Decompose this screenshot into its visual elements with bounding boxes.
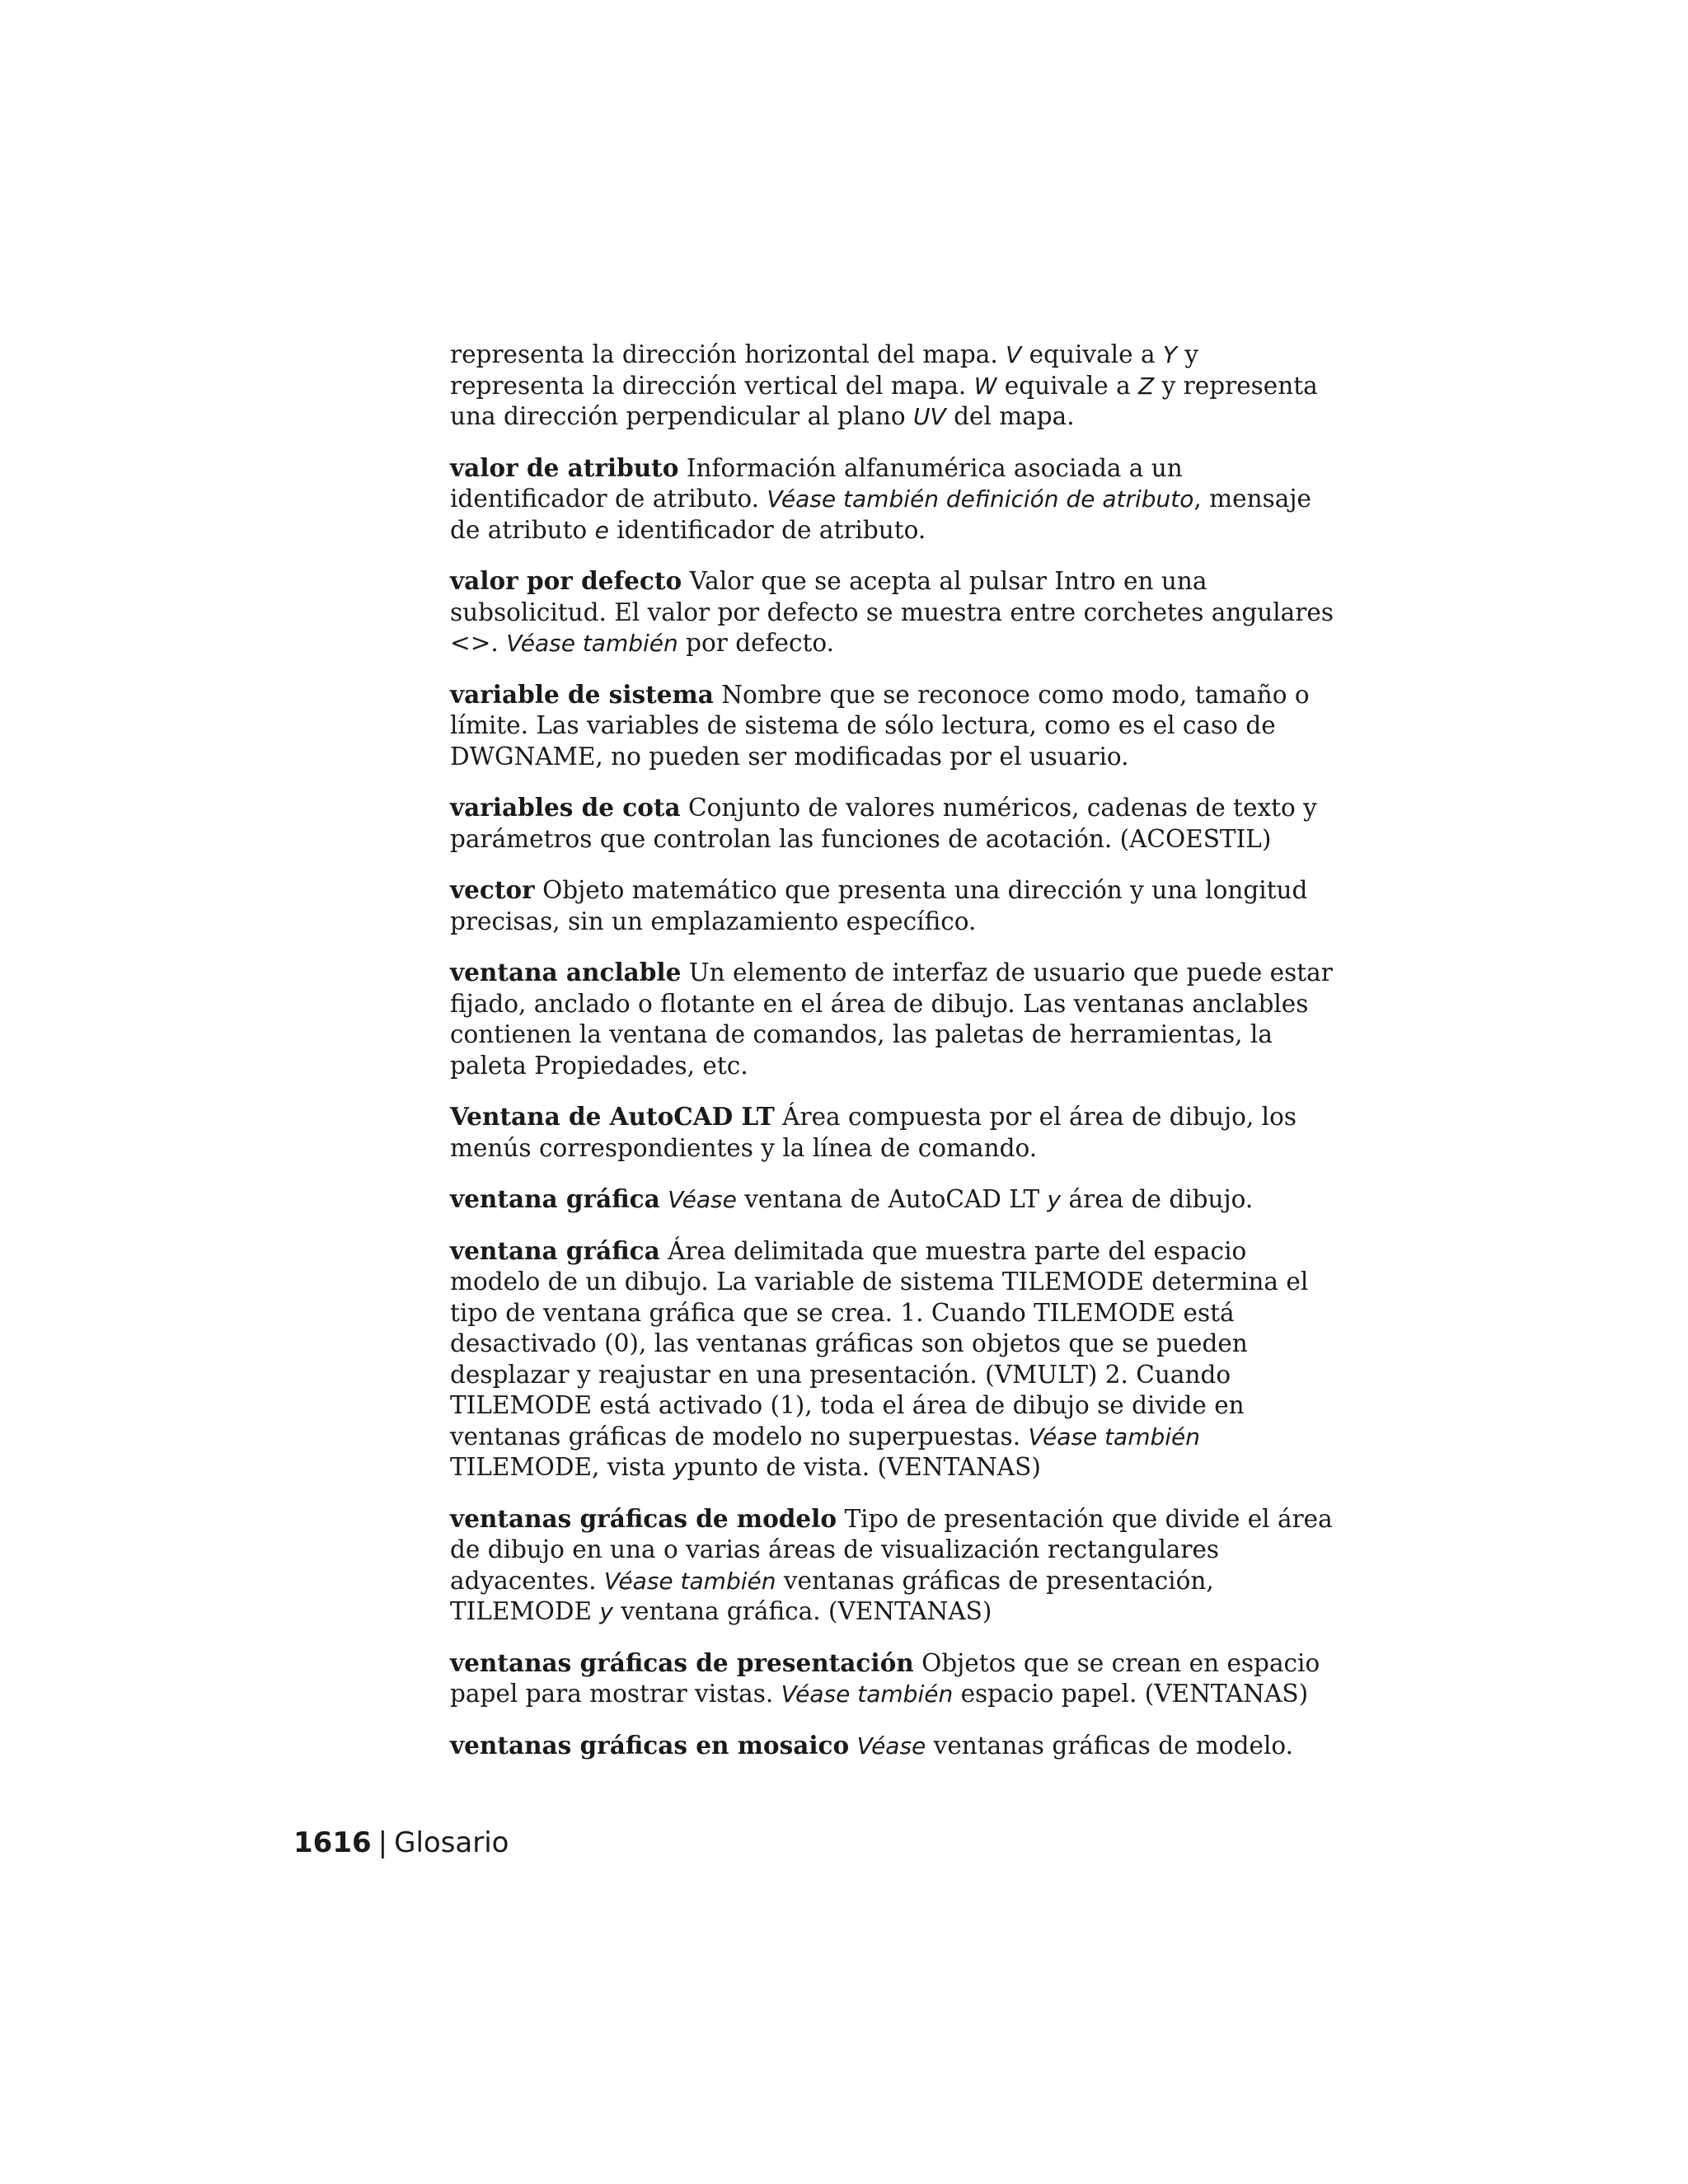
- cross-reference-text: Y: [1162, 341, 1178, 368]
- cross-reference-text: W: [973, 372, 997, 400]
- definition-text: Valor que se acepta al pulsar Intro en una subsolicitud. El valor por defecto se muestra entre corchetes angulares <>.: [450, 567, 1334, 657]
- cross-reference-text: Véase también: [603, 1567, 776, 1595]
- cross-reference-text: Véase también: [781, 1680, 954, 1708]
- glossary-term: ventana gráfica: [450, 1184, 660, 1213]
- definition-text: del mapa.: [945, 402, 1075, 430]
- definition-text: ventanas gráficas de modelo.: [926, 1731, 1294, 1760]
- definition-text: espacio papel. (VENTANAS): [953, 1680, 1309, 1708]
- definition-text: equivale a: [996, 371, 1139, 400]
- definition-text: por defecto.: [678, 629, 834, 657]
- glossary-term: valor de atributo: [450, 452, 679, 482]
- footer-separator: |: [377, 1826, 388, 1859]
- cross-reference-text: UV: [913, 403, 946, 430]
- definition-text: Nombre que se reconoce como modo, tamaño o límite. Las variables de sistema de sólo lectura, como es el caso de DWGNAME, no pueden ser modificadas por el usuario.: [450, 680, 1310, 771]
- definition-text: Objetos que se crean en espacio papel para mostrar vistas.: [450, 1648, 1320, 1708]
- footer-section: Glosario: [394, 1826, 509, 1859]
- definition-text: [849, 1732, 856, 1760]
- glossary-entry: [450, 452, 1340, 546]
- cross-reference-text: V: [1006, 341, 1022, 368]
- definition-text: ventanas gráficas de presentación, TILEMODE: [450, 1566, 1214, 1625]
- glossary-term: ventanas gráficas de modelo: [450, 1503, 837, 1533]
- glossary-term: vector: [450, 875, 535, 904]
- cross-reference-text: Véase también: [506, 630, 678, 657]
- cross-reference-text: Véase también definición de atributo: [767, 485, 1194, 513]
- definition-text: punto de vista. (VENTANAS): [687, 1453, 1041, 1481]
- cross-reference-text: y: [599, 1598, 613, 1625]
- definition-text: [660, 1185, 668, 1213]
- definition-text: TILEMODE, vista: [450, 1453, 673, 1481]
- page-footer: [293, 1826, 509, 1859]
- definition-text: , mensaje de atributo: [450, 485, 1311, 544]
- definition-text: y representa una dirección perpendicular al plano: [450, 371, 1318, 430]
- glossary-entry: [450, 1503, 1340, 1628]
- glossary-term: Ventana de AutoCAD LT: [450, 1102, 775, 1131]
- glossary-entry: [450, 1730, 1340, 1762]
- definition-text: área de dibujo.: [1061, 1185, 1254, 1213]
- glossary-entry: [450, 1235, 1340, 1483]
- definition-text: Conjunto de valores numéricos, cadenas de texto y parámetros que controlan las funciones de acotación. (ACOESTIL): [450, 794, 1317, 853]
- glossary-term: ventanas gráficas de presentación: [450, 1647, 914, 1677]
- definition-text: ventana gráfica. (VENTANAS): [613, 1597, 992, 1625]
- definition-text: Área delimitada que muestra parte del espacio modelo de un dibujo. La variable de sistema TILEMODE determina el tipo de ventana gráfica que se crea. 1. Cuando TILEMODE está desactivado (0), las ventanas gráficas son objetos que se pueden desplazar y reajustar en una presentación. (VMULT) 2. Cuando TILEMODE está activado (1), toda el área de dibujo se divide en ventanas gráficas de modelo no superpuestas.: [450, 1236, 1309, 1451]
- glossary-entry: [450, 1101, 1340, 1164]
- definition-text: equivale a: [1021, 340, 1163, 368]
- cross-reference-text: Véase: [668, 1186, 737, 1213]
- glossary-term: ventana anclable: [450, 958, 682, 987]
- glossary-entry: [450, 792, 1340, 855]
- cross-reference-text: Véase también: [1028, 1422, 1201, 1451]
- glossary-entry: [450, 1183, 1340, 1216]
- cross-reference-text: e: [594, 516, 609, 544]
- glossary-entry: [450, 1647, 1340, 1710]
- glossary-term: ventana gráfica: [450, 1235, 660, 1265]
- glossary-body: [450, 340, 1340, 1781]
- glossary-term: variable de sistema: [450, 679, 714, 709]
- definition-text: Área compuesta por el área de dibujo, los menús correspondientes y la línea de comando.: [450, 1103, 1296, 1162]
- cross-reference-text: y: [673, 1454, 687, 1481]
- glossary-term: ventanas gráficas en mosaico: [450, 1730, 850, 1760]
- definition-text: Información alfanumérica asociada a un identificador de atributo.: [450, 453, 1183, 513]
- glossary-entry: [450, 957, 1340, 1081]
- cross-reference-text: Z: [1138, 372, 1155, 400]
- glossary-entry: [450, 340, 1340, 433]
- glossary-term: valor por defecto: [450, 566, 682, 595]
- glossary-entry: [450, 565, 1340, 659]
- definition-text: identificador de atributo.: [608, 515, 926, 544]
- glossary-entry: [450, 679, 1340, 773]
- definition-text: Objeto matemático que presenta una dirección y una longitud precisas, sin un emplazamiento específico.: [450, 876, 1308, 935]
- definition-text: ventana de AutoCAD LT: [736, 1185, 1048, 1213]
- definition-text: representa la dirección horizontal del mapa.: [450, 340, 1006, 368]
- page-number: 1616: [293, 1826, 372, 1859]
- definition-text: y representa la dirección vertical del mapa.: [450, 340, 1199, 400]
- cross-reference-text: y: [1047, 1186, 1062, 1213]
- glossary-entry: [450, 874, 1340, 937]
- glossary-term: variables de cota: [450, 793, 681, 822]
- cross-reference-text: Véase: [856, 1732, 926, 1760]
- definition-text: Un elemento de interfaz de usuario que puede estar fijado, anclado o flotante en el área de dibujo. Las ventanas anclables contienen la ventana de comandos, las paletas de herramientas, la paleta Propiedades, etc.: [450, 958, 1333, 1080]
- definition-text: Tipo de presentación que divide el área de dibujo en una o varias áreas de visualización rectangulares adyacentes.: [450, 1504, 1333, 1595]
